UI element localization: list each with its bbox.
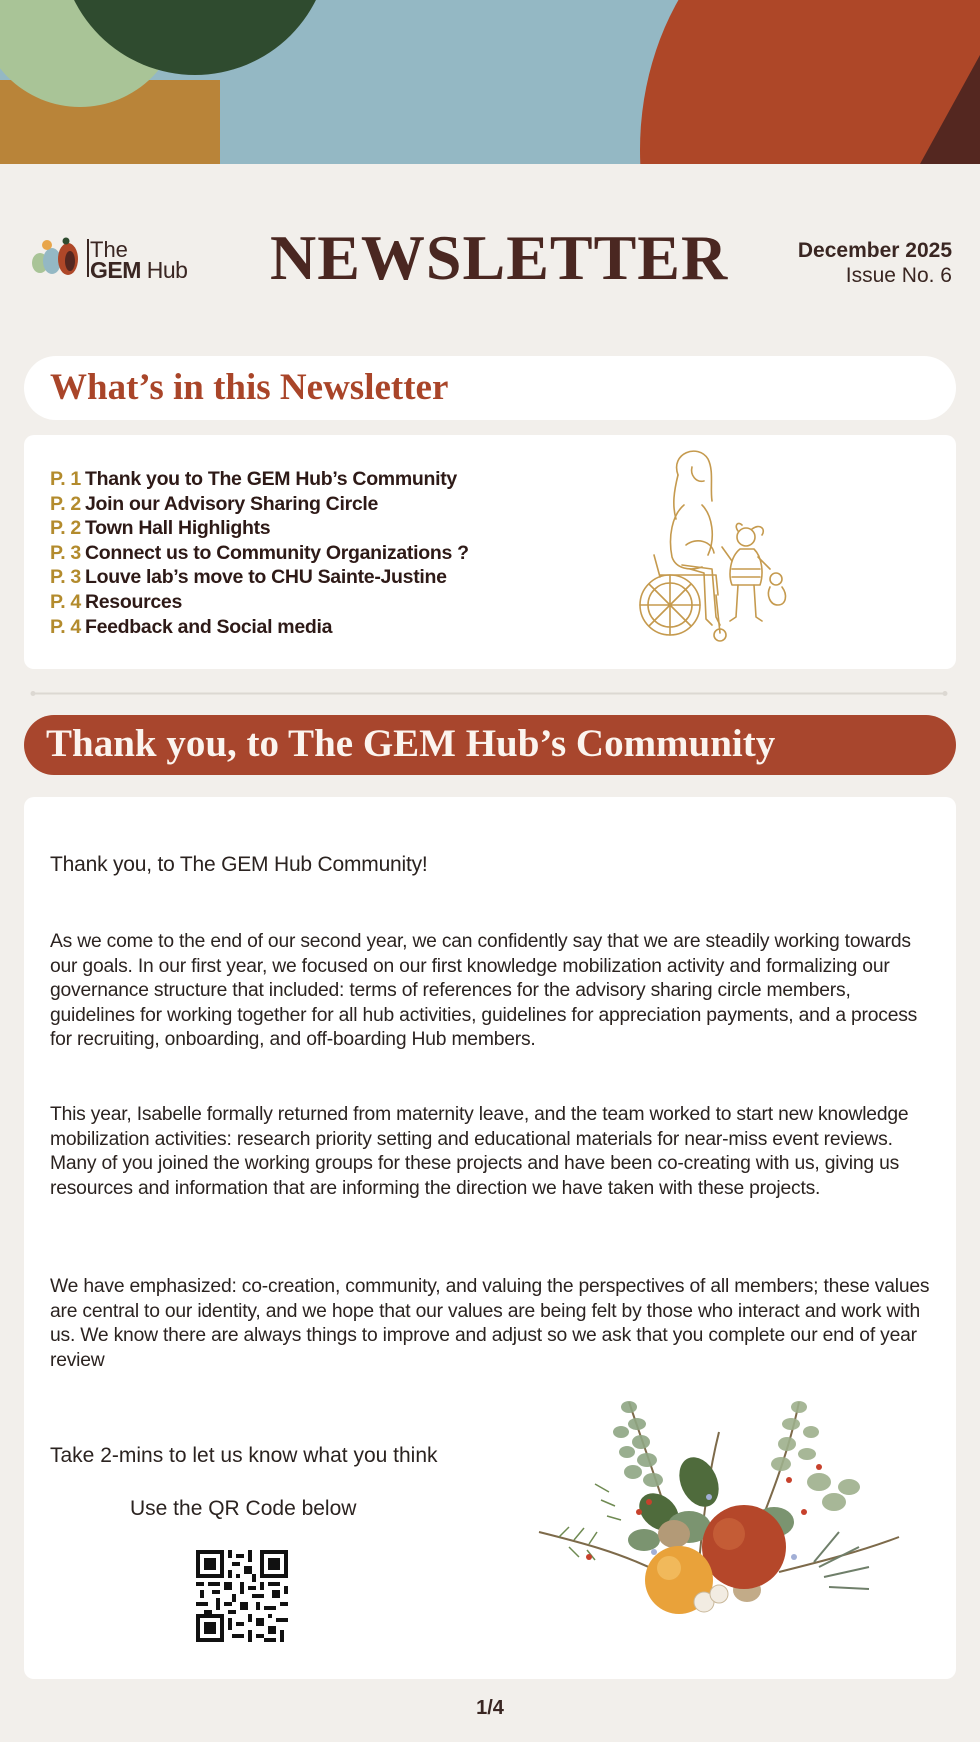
toc-label: Connect us to Community Organizations ? — [84, 541, 469, 564]
issue-number: Issue No. 6 — [845, 264, 952, 287]
newsletter-header — [0, 215, 980, 295]
content-card — [24, 797, 956, 1679]
toc-title: What’s in this Newsletter — [50, 367, 449, 408]
issue-info — [798, 239, 952, 288]
toc-item[interactable] — [50, 467, 469, 492]
section-divider — [30, 683, 948, 688]
toc-label: Town Hall Highlights — [84, 517, 271, 540]
section-title: Thank you, to The GEM Hub’s Community — [46, 722, 776, 765]
toc-item[interactable] — [50, 565, 469, 590]
toc-page: P. 3 — [50, 566, 81, 589]
toc-item[interactable] — [50, 492, 469, 517]
logo-text — [90, 239, 187, 281]
toc-page: P. 4 — [50, 590, 81, 613]
header-banner — [0, 0, 980, 164]
toc-page: P. 4 — [50, 615, 81, 638]
qr-label: Use the QR Code below — [130, 1497, 357, 1520]
toc-item[interactable] — [50, 590, 469, 615]
section-heading-pill — [24, 715, 956, 775]
gem-hub-logo — [30, 233, 210, 281]
toc-page: P. 3 — [50, 541, 81, 564]
paragraph: This year, Isabelle formally returned from maternity leave, and the team worked to start new knowledge mobilization activities: research priority setting and educational materials for near-miss event reviews. Many of you joined the working groups for these projects and have been co-creating with us, giving us resources and information that are informing the direction we have taken with these projects. — [50, 1104, 909, 1199]
logo-divider — [87, 239, 89, 277]
toc-heading-pill — [24, 356, 956, 420]
toc-label: Thank you to The GEM Hub’s Community — [84, 468, 457, 490]
logo-line2 — [90, 257, 188, 283]
paragraph: We have emphasized: co-creation, community, and valuing the perspectives of all members; these values are central to our identity, and we hope that our values are being felt by those who interact and work with us. We know there are always things to improve and adjust so we ask that you complete our end of year review — [50, 1276, 930, 1371]
qr-code[interactable] — [196, 1550, 288, 1642]
feedback-call-to-action: Take 2-mins to let us know what you think — [50, 1444, 438, 1467]
logo-gem: GEM — [90, 257, 141, 283]
toc-page: P. 2 — [50, 492, 81, 515]
toc-label: Louve lab’s move to CHU Sainte-Justine — [84, 566, 447, 589]
page-number: 1/4 — [476, 1697, 504, 1719]
newsletter-title: NEWSLETTER — [270, 222, 729, 293]
issue-date: December 2025 — [797, 239, 952, 262]
toc-list — [50, 467, 469, 639]
toc-page: P. 1 — [50, 468, 81, 490]
logo-hub: Hub — [140, 257, 188, 283]
toc-label: Join our Advisory Sharing Circle — [84, 492, 379, 515]
toc-card — [24, 435, 956, 669]
toc-item[interactable] — [50, 516, 469, 541]
toc-label: Resources — [84, 590, 183, 613]
toc-item[interactable] — [50, 541, 469, 566]
toc-label: Feedback and Social media — [84, 615, 333, 638]
toc-item[interactable] — [50, 615, 469, 640]
mother-wheelchair-child-illustration — [620, 445, 810, 659]
toc-page: P. 2 — [50, 517, 81, 540]
paragraph: As we come to the end of our second year, we can confidently say that we are steadily working towards our goals. In our first year, we focused on our first knowledge mobilization activity and formalizing our governance structure that included: terms of references for the advisory sharing circle members, guidelines for working together for all hub activities, guidelines for appreciation payments, and a process for recruiting, onboarding, and off-boarding Hub members. — [50, 931, 918, 1050]
logo-line1: The — [90, 237, 128, 262]
greeting-text: Thank you, to The GEM Hub Community! — [50, 853, 428, 876]
fruit-foliage-bouquet — [529, 1362, 919, 1622]
